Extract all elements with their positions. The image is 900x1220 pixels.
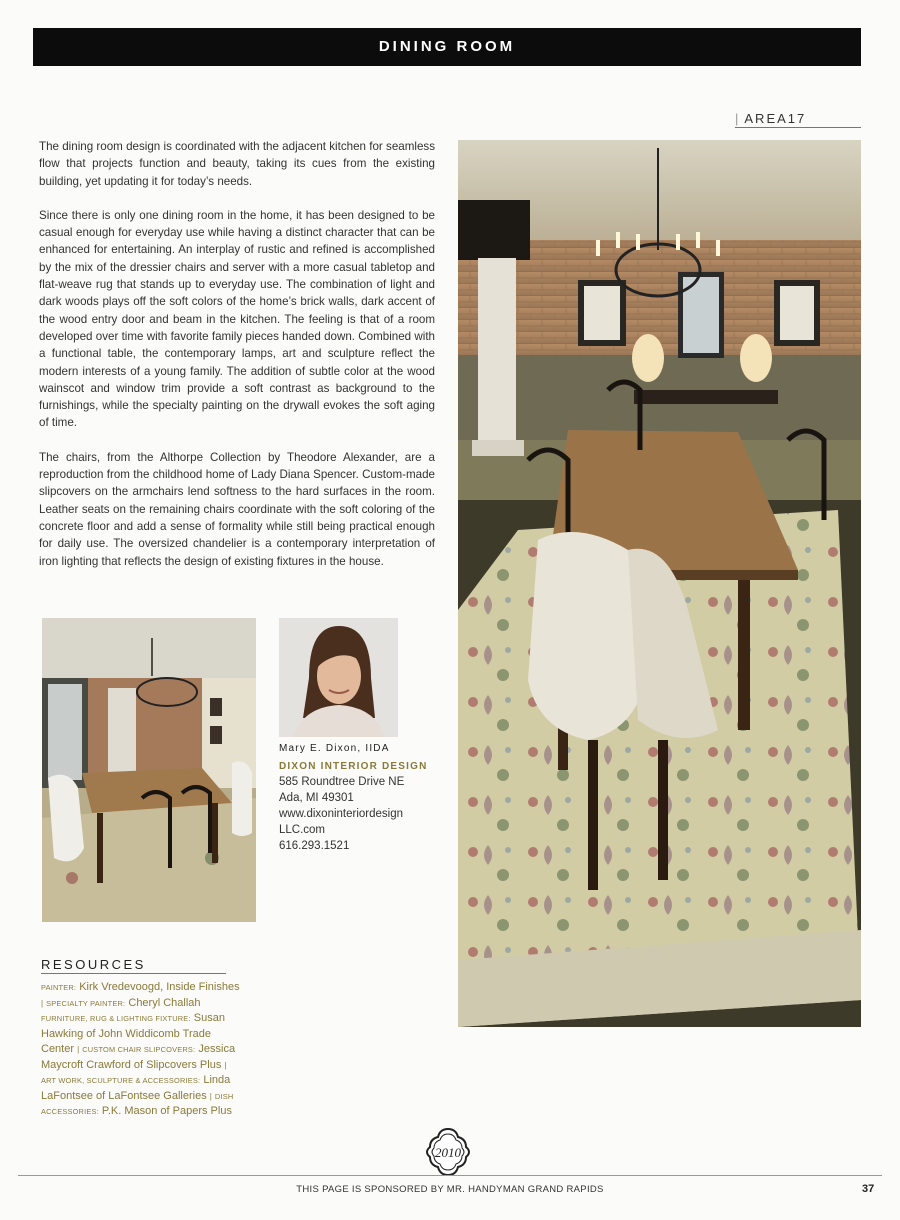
resource-label: CUSTOM CHAIR SLIPCOVERS: [82,1045,196,1054]
resource-value: Susan Hawking of John Widdicomb Trade Center [41,1012,225,1055]
designer-firm: DIXON INTERIOR DESIGN [279,761,428,772]
article-body [39,138,435,587]
designer-phone: 616.293.1521 [279,840,350,852]
article-paragraph-1: The dining room design is coordinated with the adjacent kitchen for seamless flow that projects function and beauty, taking its cues from the existing building, yet updating it for today’s needs. [39,140,435,188]
resource-separator: | [77,1045,80,1054]
area17-text: AREA17 [744,111,807,126]
secondary-room-illustration [42,618,256,922]
resources-list [41,980,241,1120]
designer-credit [279,743,439,854]
dining-room-illustration [458,140,861,1027]
resource-value: P.K. Mason of Papers Plus [101,1105,232,1117]
section-header-bar [33,28,861,66]
year-badge-emblem [423,1127,473,1177]
designer-website-line-2: LLC.com [279,824,326,836]
resource-separator: | [224,1060,227,1070]
dining-room-main-photo [458,140,861,1027]
resource-value: Kirk Vredevoogd, Inside Finishes [79,981,240,993]
portrait-illustration [279,618,398,737]
designer-website-line-1: www.dixoninteriordesign [279,808,404,820]
resource-value: Linda LaFontsee of LaFontsee Galleries [41,1074,231,1102]
resource-separator: | [209,1091,212,1101]
resource-label: DISH ACCESSORIES: [41,1091,234,1116]
resource-value: Cheryl Challah [128,996,201,1009]
year-badge [423,1127,473,1177]
resource-label: FURNITURE, RUG & LIGHTING FIXTURE: [41,1014,191,1023]
resource-separator: | [41,998,44,1008]
designer-address-line-2: Ada, MI 49301 [279,792,354,804]
designer-address-line-1: 585 Roundtree Drive NE [279,776,405,788]
article-paragraph-2: Since there is only one dining room in the home, it has been designed to be casual enough for everyday use while having a distinct character that can be enhanced for entertaining. An interplay of rustic and refined is accomplished by the mix of the dressier chairs and server with a more casual tabletop and flat-weave rug that stands up to everyday use. The combination of light and dark woods plays off the soft colors of the home’s brick walls, dark accent of the wood entry door and beam in the kitchen. The feeling is that of a room developed over time with favorite family pieces handed down. Combined with a functional table, the contemporary lamps, art and sculpture reflect the modern interests of a young family. The addition of subtle color at the wood wainscot and window trim provide a soft contrast as background to the furnishings, while the specialty painting on the drywall evokes the soft aging of time. [39,208,435,430]
designer-portrait-photo [279,618,398,737]
page-number: 37 [862,1183,875,1195]
resources-section [41,957,241,1120]
footer-divider [18,1175,882,1176]
section-title: DINING ROOM [378,38,516,55]
resource-value: Jessica Maycroft Crawford of Slipcovers Plus [41,1043,236,1071]
resources-heading: RESOURCES [41,957,226,974]
resource-label: PAINTER: [41,983,77,992]
resource-label: SPECIALTY PAINTER: [46,998,126,1008]
resource-label: ART WORK, SCULPTURE & ACCESSORIES: [41,1076,201,1085]
article-paragraph-3: The chairs, from the Althorpe Collection by Theodore Alexander, are a reproduction from the childhood home of Lady Diana Spencer. Custom-made slipcovers on the armchairs lend softness to the hard surfaces in the room. Leather seats on the remaining chairs coordinate with the soft coloring of the concrete floor and add a sense of formality while still being practical enough for daily use. The oversized chandelier is a contemporary interpretation of iron lighting that reflects the design of existing fixtures in the house. [39,450,435,568]
badge-year-text: 2010 [435,1145,461,1160]
designer-name: Mary E. Dixon, IIDA [279,743,390,754]
divider-bar: | [735,111,741,126]
area17-label [735,111,861,128]
footer-sponsor-text: THIS PAGE IS SPONSORED BY MR. HANDYMAN GRAND RAPIDS [296,1184,604,1195]
dining-room-secondary-photo [42,618,256,922]
